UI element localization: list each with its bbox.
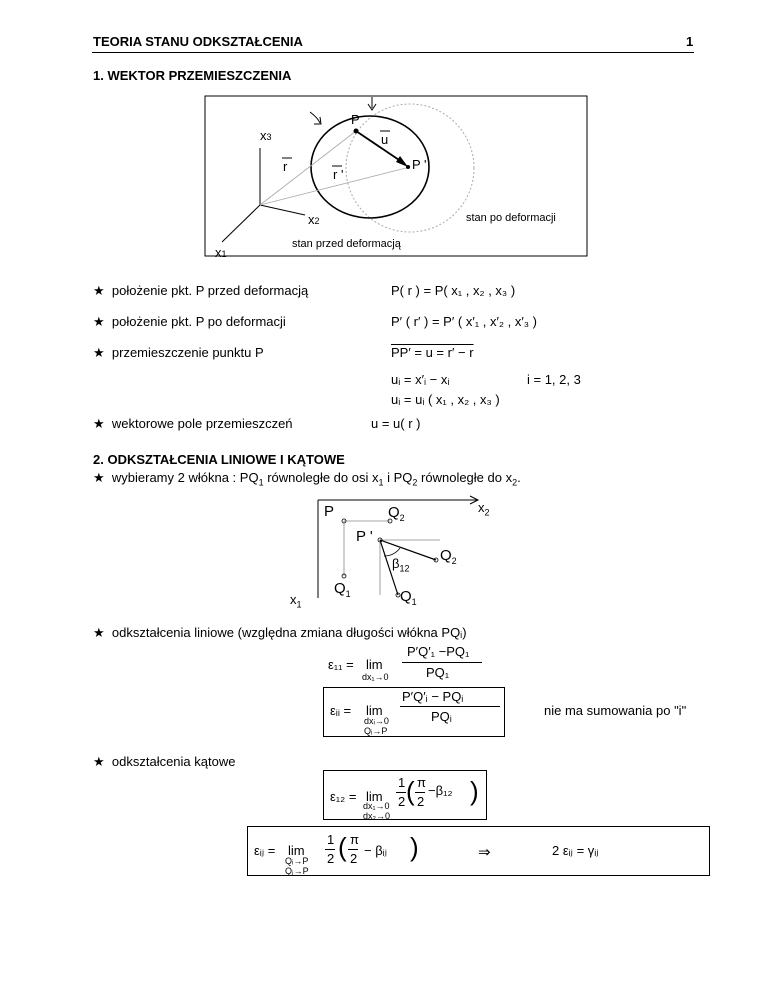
epsij-pi-bar [348, 849, 358, 850]
page-number: 1 [686, 34, 694, 49]
formula-displacement: PP′ = u = r′ − r [391, 345, 474, 360]
epsij-pi-num: π [350, 832, 359, 847]
fiber-axis-x1: $x_1$ [290, 592, 302, 610]
epsij-cond-Qi: Qᵢ→P [285, 856, 309, 866]
fiber-point-P: P [324, 503, 335, 520]
formula-position-before: P( r ) = P( x₁ , x₂ , x₃ ) [391, 283, 516, 298]
eps11-fraction-bar [402, 662, 482, 663]
axis-x3-label: x3 [260, 128, 272, 143]
epsij-pi-den: 2 [350, 851, 358, 866]
axis-x1-label: x1 [215, 245, 227, 260]
epsii-lhs: εᵢᵢ = [330, 703, 352, 718]
eps12-paren-open: ( [406, 776, 415, 806]
eps12-paren-close: ) [470, 776, 479, 806]
fiber-point-Q2: $Q_2$ [388, 504, 405, 523]
epsij-half-bar [325, 849, 335, 850]
vector-u-label: u [381, 132, 389, 147]
fiber-point-Q2prim: $Q_2$ [440, 547, 457, 566]
epsii-cond-Q: Qᵢ→P [364, 726, 388, 736]
formula-position-after: P′ ( r′ ) = P′ ( x′₁ , x′₂ , x′₃ ) [391, 314, 537, 329]
eps12-half-num: 1 [398, 775, 406, 790]
point-Pprim-label: P ' [412, 157, 427, 172]
epsij-paren-close: ) [410, 832, 419, 862]
section-1-title: 1. WEKTOR PRZEMIESZCZENIA [93, 68, 292, 83]
eps12-cond-dx2: dx₂→0 [363, 811, 391, 821]
vector-rprim-label: r ' [333, 167, 344, 182]
eps12-pi-bar [415, 792, 425, 793]
epsii-fraction-bar [400, 706, 500, 707]
page-title: TEORIA STANU ODKSZTAŁCENIA [93, 34, 303, 49]
axis-x2-label: x2 [308, 212, 320, 227]
eps11-numerator: P′Q′₁ −PQ₁ [407, 644, 470, 659]
implies-arrow: ⇒ [478, 844, 491, 861]
fiber-point-Q1: $Q_1$ [334, 580, 351, 599]
eps12-lhs: ε₁₂ = [330, 789, 357, 804]
eps12-pi-num: π [417, 775, 426, 790]
diagram-frame [205, 96, 587, 256]
no-summation-note: nie ma sumowania po "i" [544, 703, 687, 718]
epsij-half-num: 1 [327, 832, 335, 847]
epsii-denominator: PQᵢ [431, 709, 452, 724]
fiber-axis-x2: $x_2$ [478, 500, 490, 518]
bullet-linear-strain: ★ odkształcenia liniowe (względna zmiana długości włókna PQᵢ) [93, 625, 467, 640]
epsii-lim: lim [366, 703, 383, 718]
eps12-lim: lim [366, 789, 383, 804]
fiber-point-Pprim: P ' [356, 528, 373, 545]
fiber-angle-beta12: $\beta_{12}$ [392, 556, 410, 574]
point-P-label: P [351, 112, 360, 127]
section-2-intro: ★ wybieramy 2 włókna : $PQ_1$ równoległe do osi $x_1$ i $PQ_2$ równoległe do $x_2$. [93, 470, 521, 488]
epsij-lhs: εᵢⱼ = [254, 843, 276, 858]
eps11-lim: lim [366, 657, 383, 672]
epsii-cond-dx: dxᵢ→0 [364, 716, 389, 726]
vector-r-label: r [283, 159, 288, 174]
label-after-deformation: stan po deformacji [466, 212, 556, 224]
eps12-tail: −β₁₂ [428, 783, 453, 798]
bullet-angular-strain: ★ odkształcenia kątowe [93, 754, 236, 769]
epsij-lim: lim [288, 843, 305, 858]
eps12-half-den: 2 [398, 794, 406, 809]
epsii-numerator: P′Q′ᵢ − PQᵢ [402, 689, 464, 704]
gamma-relation: 2 εᵢⱼ = γᵢⱼ [552, 843, 599, 858]
fiber-point-Q1prim: $Q_1$ [400, 588, 417, 607]
bullet-displacement-field: ★ wektorowe pole przemieszczeń [93, 416, 293, 431]
eps12-cond-dx1: dx₁→0 [363, 801, 390, 811]
eps11-lhs: ε₁₁ = [328, 657, 354, 672]
epsij-half-den: 2 [327, 851, 335, 866]
eps12-pi-den: 2 [417, 794, 425, 809]
formula-ui-components: uᵢ = x′ᵢ − xᵢ [391, 372, 450, 387]
deformed-body-circle [346, 104, 474, 232]
formula-index-range: i = 1, 2, 3 [527, 372, 581, 387]
epsij-tail: − βᵢⱼ [364, 843, 387, 858]
bullet-displacement: ★ przemieszczenie punktu P [93, 345, 264, 360]
formula-displacement-field: u = u( r ) [371, 416, 421, 431]
epsij-cond-Qj: Qⱼ→P [285, 866, 309, 876]
epsij-paren-open: ( [338, 832, 347, 862]
fiber-diagram [0, 480, 768, 610]
eps11-limit-condition: dx₁→0 [362, 672, 389, 682]
bullet-position-before: ★ położenie pkt. P przed deformacją [93, 283, 309, 298]
formula-ui-function: uᵢ = uᵢ ( x₁ , x₂ , x₃ ) [391, 392, 500, 407]
label-before-deformation: stan przed deformacją [292, 238, 401, 250]
eps12-half-bar [396, 792, 406, 793]
displacement-diagram [0, 0, 768, 300]
section-2-title: 2. ODKSZTAŁCENIA LINIOWE I KĄTOWE [93, 452, 345, 467]
bullet-position-after: ★ położenie pkt. P po deformacji [93, 314, 286, 329]
eps11-denominator: PQ₁ [426, 665, 450, 680]
